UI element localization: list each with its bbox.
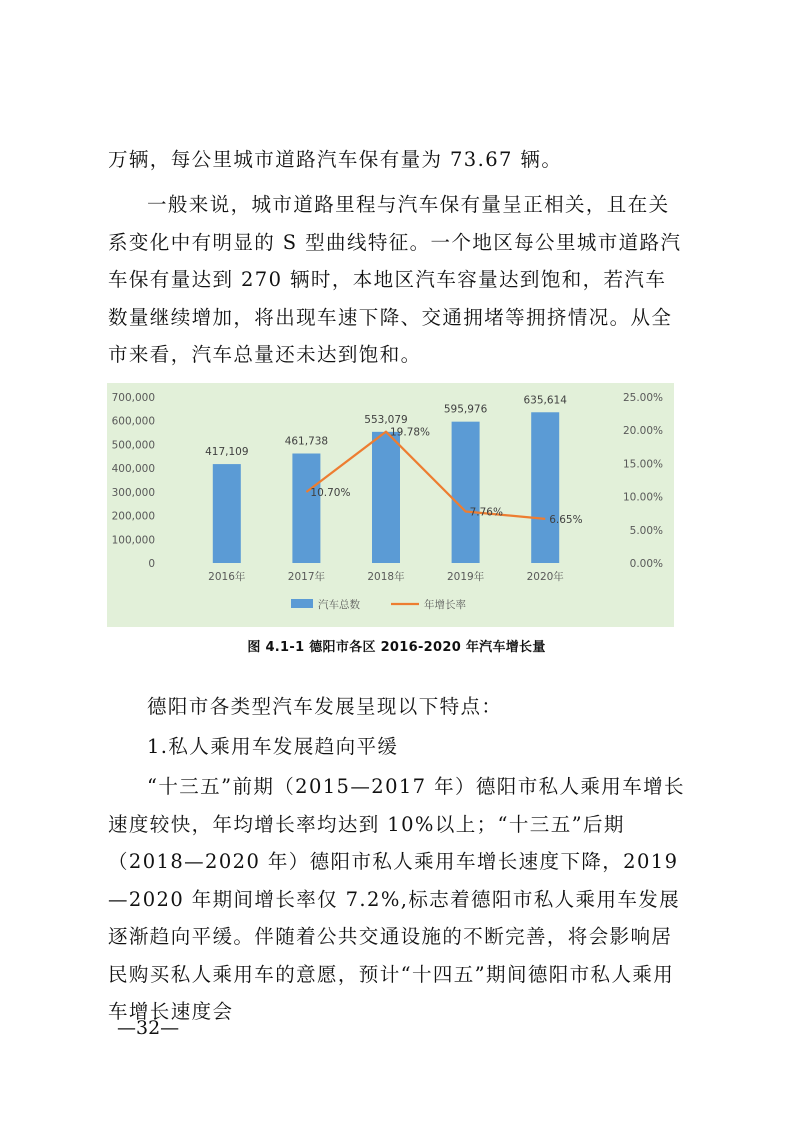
section-heading: 1.私人乘用车发展趋向平缓 (147, 735, 399, 758)
bar-data-label: 553,079 (364, 413, 408, 426)
y-left-tick-label: 400,000 (111, 463, 155, 476)
bar-2018年 (372, 432, 400, 563)
bar-2019年 (452, 422, 480, 563)
x-tick-label: 2020年 (526, 571, 564, 583)
y-right-tick-label: 15.00% (622, 458, 663, 471)
paragraph-private-cars: “十三五”前期（2015—2017 年）德阳市私人乘用车增长速度较快，年均增长率均达到 10%以上；“十三五”后期（2018—2020 年）德阳市私人乘用车增长速度下降，2019—2020 年期间增长率仅 7.2%,标志着德阳市私人乘用车发展逐渐趋向平缓。伴随着公共交通设施的不断完善，将会影响居民购买私人乘用车的意愿，预计“十四五”期间德阳市私人乘用车增长速度会 (108, 775, 685, 1023)
bar-data-label: 635,614 (523, 394, 567, 407)
y-left-tick-label: 0 (148, 558, 155, 570)
paragraph-saturation: 一般来说，城市道路里程与汽车保有量呈正相关，且在关系变化中有明显的 S 型曲线特征。一个地区每公里城市道路汽车保有量达到 270 辆时，本地区汽车容量达到饱和，若汽车数量继续增加，将出现车速下降、交通拥堵等拥挤情况。从全市来看，汽车总量还未达到饱和。 (108, 193, 682, 366)
y-left-tick-label: 700,000 (111, 392, 155, 404)
y-left-tick-label: 600,000 (111, 415, 155, 428)
vehicle-growth-chart (107, 383, 674, 627)
x-tick-label: 2019年 (446, 571, 485, 583)
legend-line-label: 年增长率 (424, 599, 466, 611)
chart-svg (107, 383, 674, 627)
y-left-tick-label: 500,000 (111, 439, 155, 452)
figure-caption: 图 4.1-1 德阳市各区 2016-2020 年汽车增长量 (247, 640, 546, 655)
page-number: —32— (117, 1017, 180, 1039)
bar-data-label: 595,976 (443, 403, 488, 416)
line-data-label: 10.70% (310, 486, 351, 499)
line-data-label: 7.76% (469, 506, 503, 519)
bar-2016年 (213, 464, 241, 563)
bar-data-label: 461,738 (284, 435, 329, 448)
y-left-tick-label: 200,000 (111, 510, 155, 523)
x-tick-label: 2017年 (287, 571, 326, 583)
line-data-label: 6.65% (549, 513, 583, 526)
legend-bar-label: 汽车总数 (318, 599, 360, 611)
y-right-tick-label: 5.00% (629, 524, 663, 537)
legend-bar-swatch (291, 599, 313, 608)
line-data-label: 19.78% (390, 426, 431, 439)
paragraph-continued: 万辆，每公里城市道路汽车保有量为 73.67 辆。 (108, 148, 563, 171)
y-right-tick-label: 25.00% (622, 392, 663, 404)
bar-2020年 (531, 412, 559, 563)
x-tick-label: 2018年 (367, 571, 405, 583)
bar-data-label: 417,109 (205, 446, 249, 459)
bar-2017年 (292, 454, 320, 563)
y-left-tick-label: 300,000 (111, 486, 155, 499)
paragraph-features-intro: 德阳市各类型汽车发展呈现以下特点： (147, 695, 503, 718)
y-right-tick-label: 10.00% (622, 491, 663, 504)
y-right-tick-label: 0.00% (629, 558, 663, 570)
growth-rate-line (306, 432, 545, 519)
x-tick-label: 2016年 (208, 571, 246, 583)
y-right-tick-label: 20.00% (622, 425, 663, 438)
y-left-tick-label: 100,000 (111, 534, 155, 547)
